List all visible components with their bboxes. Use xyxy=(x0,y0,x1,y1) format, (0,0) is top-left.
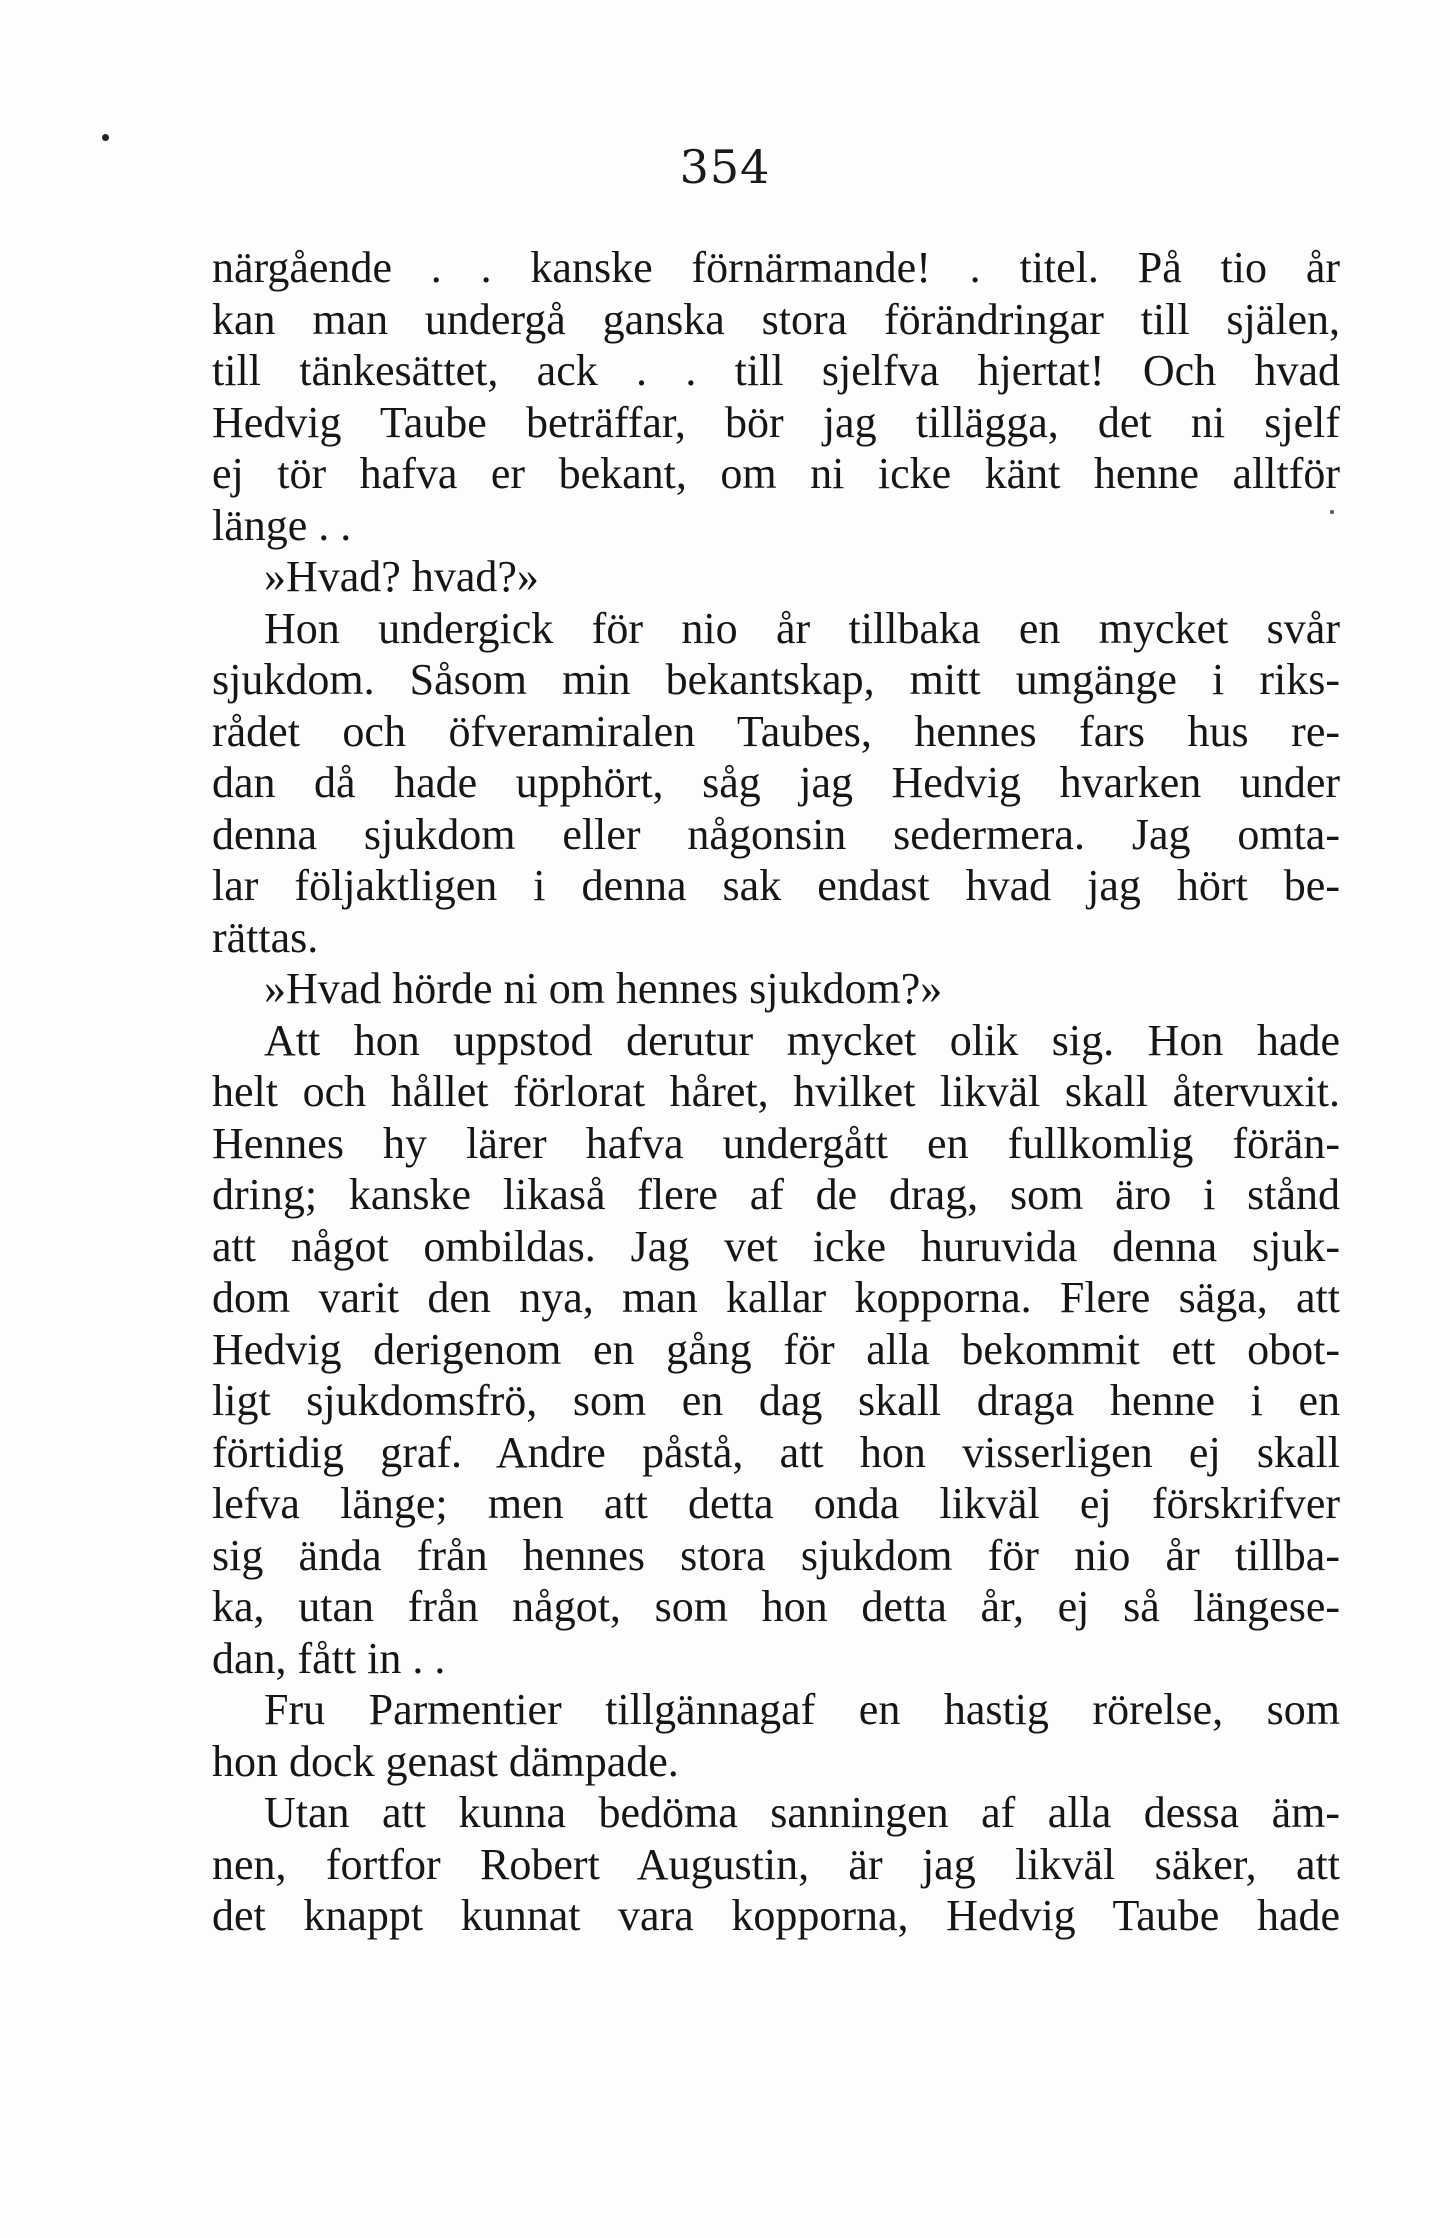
text-line: ka, utan från något, som hon detta år, ej så längese- xyxy=(212,1582,1340,1631)
text-line: närgående . . kanske förnärmande! . titel. På tio år xyxy=(212,243,1340,292)
text-line: Hedvig derigenom en gång för alla bekommit ett obot- xyxy=(212,1324,1340,1374)
text-line: ligt sjukdomsfrö, som en dag skall draga henne i en xyxy=(212,1376,1340,1425)
text-line: sig ända från hennes stora sjukdom för nio år tillba- xyxy=(212,1530,1340,1580)
text-line: rättas. xyxy=(212,912,319,962)
text-line: helt och hållet förlorat håret, hvilket likväl skall återvuxit. xyxy=(212,1067,1340,1116)
text-line: nen, fortfor Robert Augustin, är jag likväl säker, att xyxy=(212,1839,1340,1889)
text-line: ej tör hafva er bekant, om ni icke känt henne alltför xyxy=(212,449,1340,498)
text-line: Utan att kunna bedöma sanningen af alla dessa äm- xyxy=(264,1788,1340,1837)
text-line: Att hon uppstod derutur mycket olik sig. Hon hade xyxy=(264,1015,1340,1065)
text-line: förtidig graf. Andre påstå, att hon visserligen ej skall xyxy=(212,1427,1340,1477)
text-line: dan, fått in . . xyxy=(212,1633,446,1683)
text-line: Hennes hy lärer hafva undergått en fullkomlig förän- xyxy=(212,1118,1340,1168)
text-line: denna sjukdom eller någonsin sedermera. Jag omta- xyxy=(212,809,1340,859)
text-line: till tänkesättet, ack . . till sjelfva hjertat! Och hvad xyxy=(212,346,1340,395)
text-line: dan då hade upphört, såg jag Hedvig hvarken under xyxy=(212,758,1340,807)
text-line: rådet och öfveramiralen Taubes, hennes fars hus re- xyxy=(212,706,1340,756)
text-line: länge . . xyxy=(212,500,352,550)
text-line: dring; kanske likaså flere af de drag, som äro i stånd xyxy=(212,1170,1340,1219)
text-line: Hedvig Taube beträffar, bör jag tillägga, det ni sjelf xyxy=(212,397,1340,447)
text-line: »Hvad? hvad?» xyxy=(264,552,539,601)
text-line: att något ombildas. Jag vet icke huruvida denna sjuk- xyxy=(212,1221,1340,1271)
text-line: »Hvad hörde ni om hennes sjukdom?» xyxy=(264,964,943,1013)
text-line: Hon undergick för nio år tillbaka en mycket svår xyxy=(264,603,1340,653)
text-line: sjukdom. Såsom min bekantskap, mitt umgänge i riks- xyxy=(212,655,1340,704)
text-line: dom varit den nya, man kallar kopporna. Flere säga, att xyxy=(212,1273,1340,1322)
text-line: lefva länge; men att detta onda likväl ej förskrifver xyxy=(212,1479,1340,1528)
body-text xyxy=(212,242,1340,1942)
text-line: Fru Parmentier tillgännagaf en hastig rörelse, som xyxy=(264,1685,1340,1734)
page-number: 354 xyxy=(679,140,771,194)
text-line: lar följaktligen i denna sak endast hvad jag hört be- xyxy=(212,861,1340,910)
text-line: kan man undergå ganska stora förändringar till själen, xyxy=(212,294,1340,344)
text-line: hon dock genast dämpade. xyxy=(212,1736,679,1786)
text-line: det knappt kunnat vara kopporna, Hedvig Taube hade xyxy=(212,1891,1340,1940)
